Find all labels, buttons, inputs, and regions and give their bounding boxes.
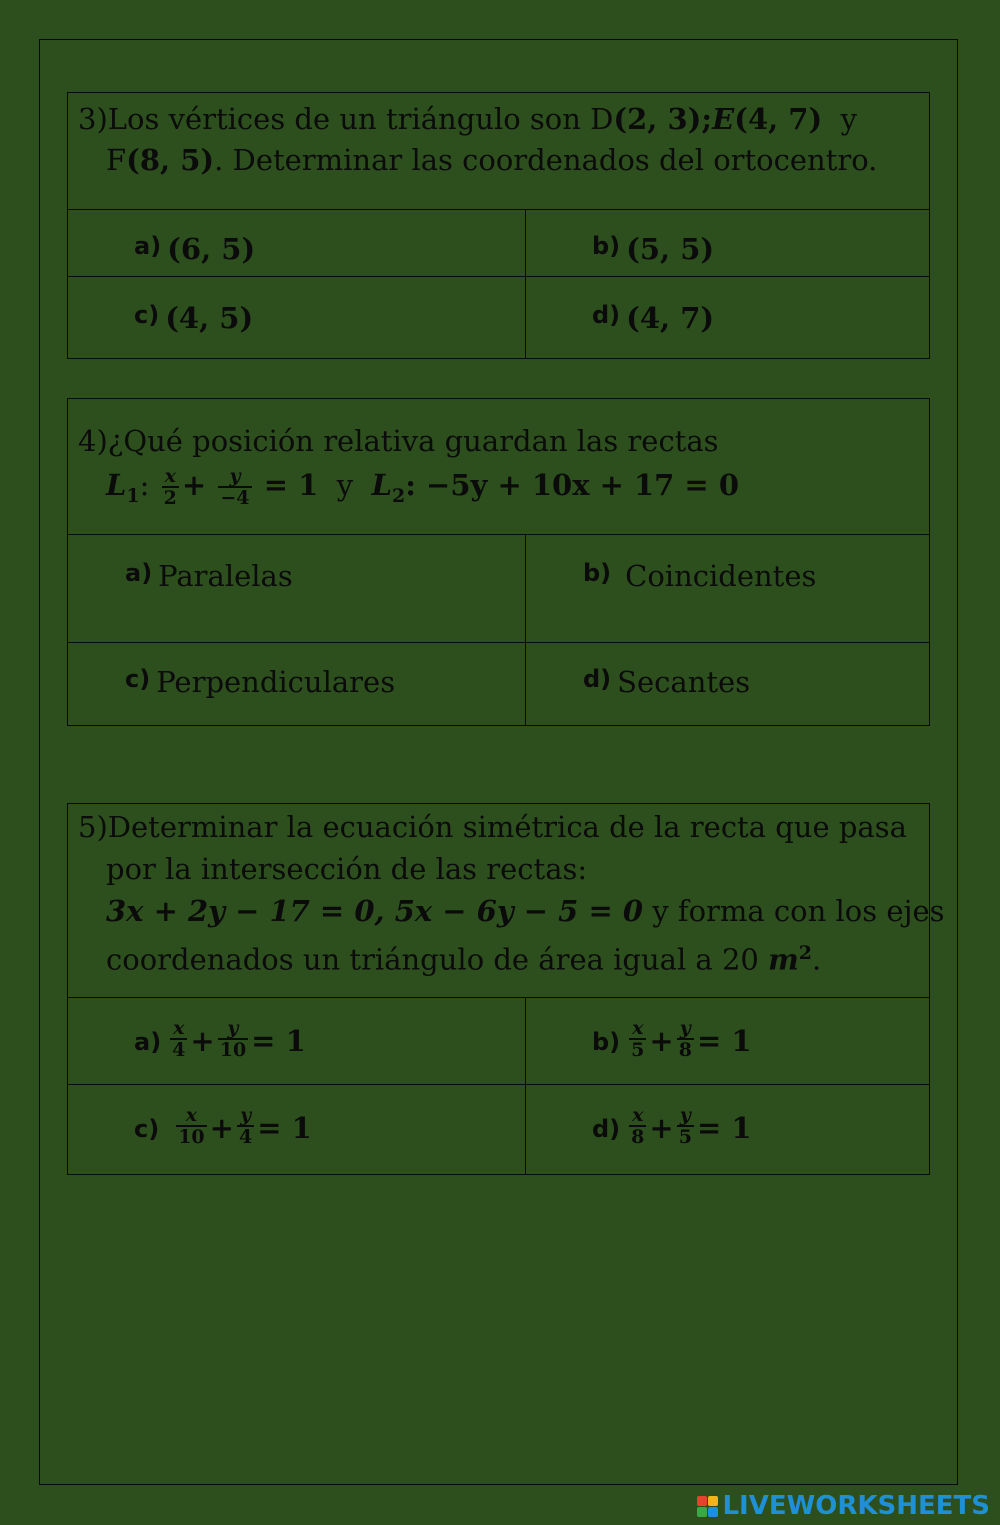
question-number: 5) [78, 810, 108, 844]
option-a[interactable]: a) (6, 5) [68, 210, 526, 276]
fraction-y-over-minus-4: $\frac{y}{-4}$ [220, 465, 250, 509]
question-5 [67, 803, 945, 1175]
option-b[interactable]: b) $\frac{x}{5}$ + $\frac{y}{8}$ = 1 [592, 1017, 752, 1061]
question-4-stem: 4)¿Qué posición relativa guardan las rectas $L_1$: $\frac{x}{2}$ + $\frac{y}{-4}$ = 1 y $L_2$: −5y + 10x + 17 = 0 [68, 399, 929, 535]
option-c[interactable]: c) $\frac{x}{10}$ + $\frac{y}{4}$ = 1 [68, 1085, 526, 1174]
fraction-y: $\frac{y}{10}$ [219, 1017, 247, 1061]
question-3 [67, 92, 930, 359]
fraction-x: $\frac{x}{4}$ [172, 1017, 186, 1061]
fraction-x: $\frac{x}{8}$ [631, 1104, 645, 1148]
liveworksheets-watermark [697, 1491, 990, 1521]
question-5-stem: 5)Determinar la ecuación simétrica de la recta que pasa por la intersección de las rectas: 3x + 2y − 17 = 0, 5x − 6y − 5 = 0 y forma con los ejes coordenados un triángulo de área igual a 20 $m^2$. [68, 804, 929, 998]
option-d[interactable]: d) Secantes [583, 665, 751, 699]
question-4 [67, 398, 930, 726]
question-3-stem: 3)Los vértices de un triángulo son D(2, 3);E(4, 7) y F(8, 5). Determinar las coordenados del ortocentro. [68, 93, 929, 210]
option-d[interactable]: d) (4, 7) [592, 301, 715, 335]
fraction-x-over-2: $\frac{x}{2}$ [163, 465, 177, 509]
watermark-text: LIVEWORKSHEETS [722, 1491, 990, 1521]
liveworksheets-logo-icon [697, 1496, 718, 1517]
option-b[interactable]: b) Coincidentes [583, 559, 817, 593]
fraction-y: $\frac{y}{5}$ [678, 1104, 692, 1148]
option-a[interactable]: a) $\frac{x}{4}$ + $\frac{y}{10}$ = 1 [68, 998, 526, 1084]
option-c[interactable]: c) (4, 5) [68, 277, 526, 358]
fraction-x: $\frac{x}{5}$ [631, 1017, 645, 1061]
question-number: 4) [78, 424, 108, 458]
option-a[interactable]: a) Paralelas [68, 535, 526, 642]
fraction-x: $\frac{x}{10}$ [178, 1104, 205, 1148]
fraction-y: $\frac{y}{4}$ [238, 1104, 253, 1148]
option-b[interactable]: b) (5, 5) [592, 232, 715, 266]
option-c[interactable]: c) Perpendiculares [68, 643, 526, 725]
fraction-y: $\frac{y}{8}$ [678, 1017, 692, 1061]
option-d[interactable]: d) $\frac{x}{8}$ + $\frac{y}{5}$ = 1 [592, 1104, 752, 1148]
question-number: 3) [78, 102, 108, 136]
